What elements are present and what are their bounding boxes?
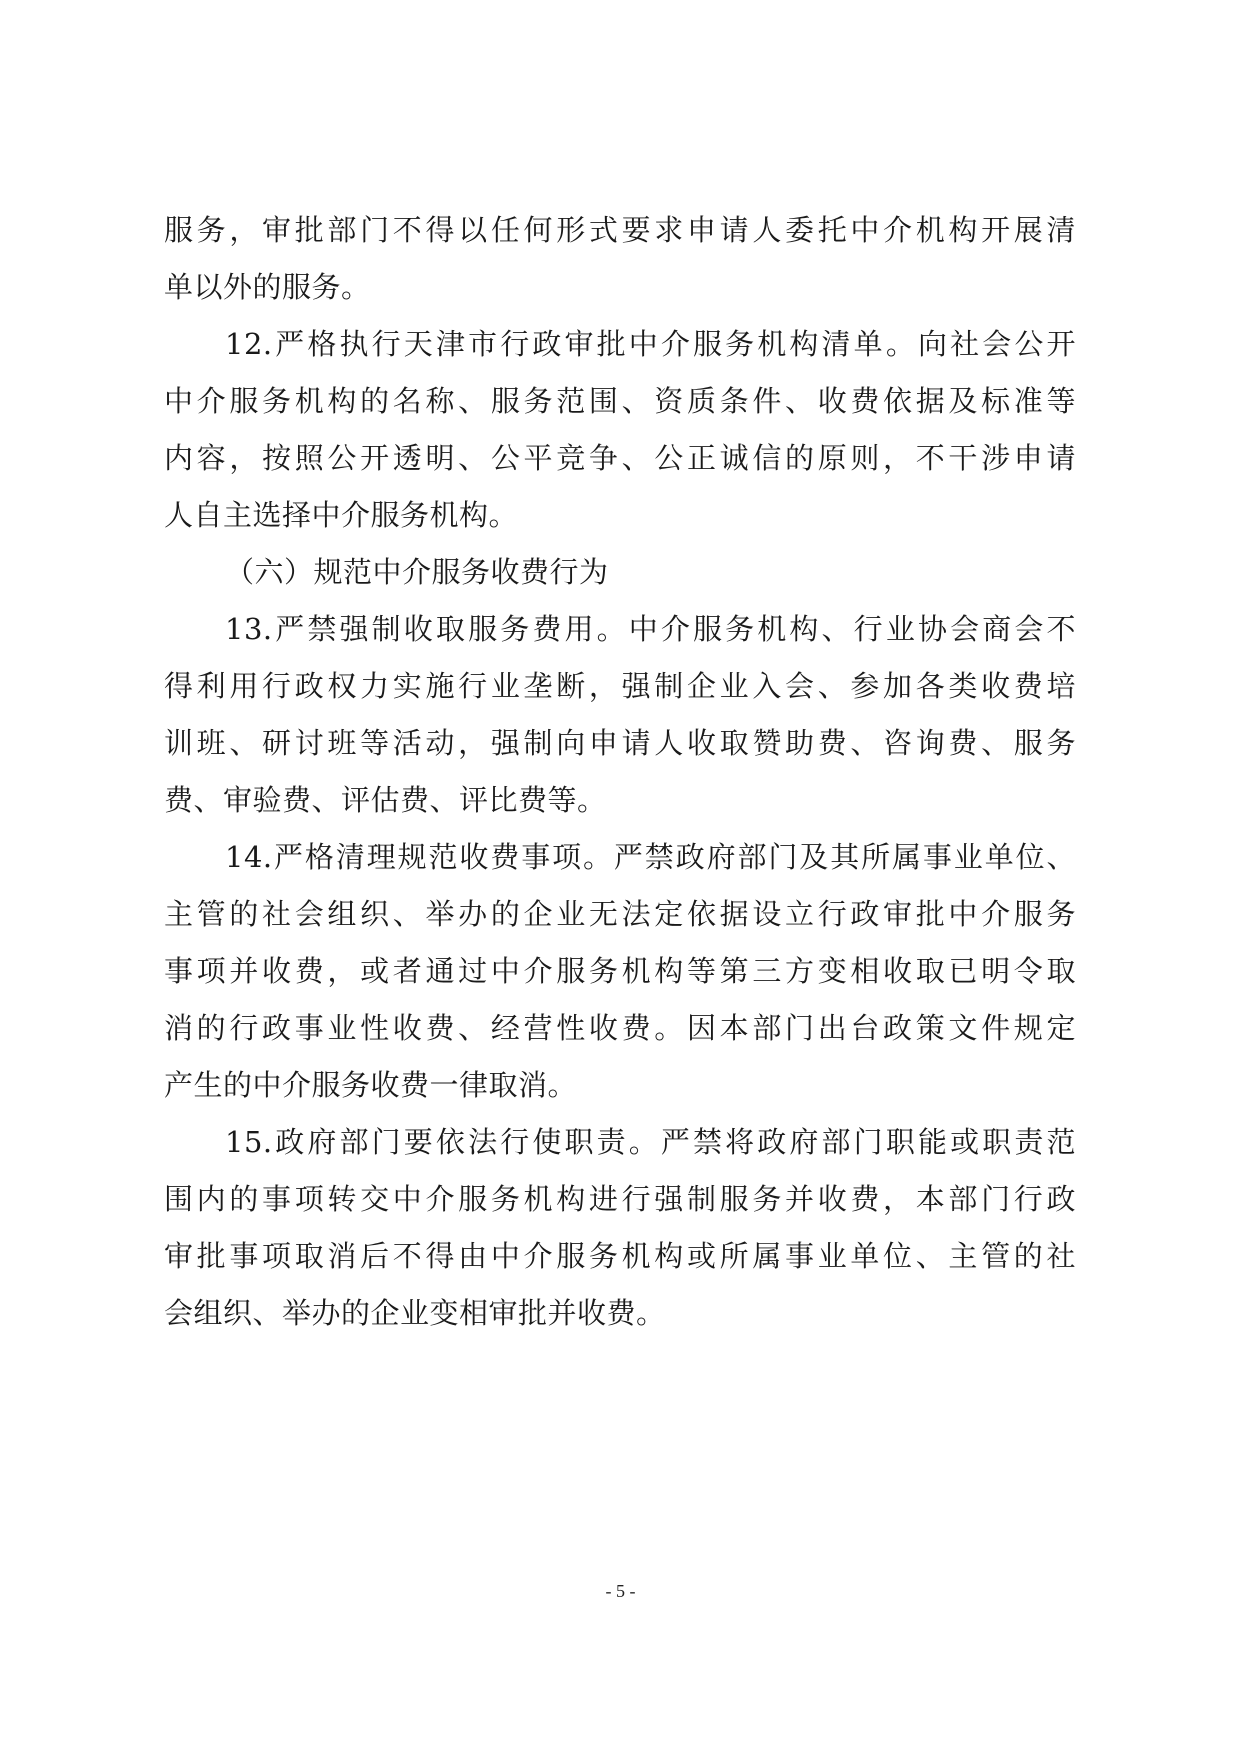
body-line: 消的行政事业性收费、经营性收费。因本部门出台政策文件规定 (164, 1011, 1076, 1045)
section-heading: （六）规范中介服务收费行为 (225, 555, 609, 589)
body-line: 中介服务机构的名称、服务范围、资质条件、收费依据及标准等 (164, 384, 1076, 418)
body-line: 会组织、举办的企业变相审批并收费。 (164, 1296, 666, 1330)
body-line: 15.政府部门要依法行使职责。严禁将政府部门职能或职责范 (225, 1125, 1076, 1159)
body-line: 事项并收费，或者通过中介服务机构等第三方变相收取已明令取 (164, 954, 1076, 988)
body-line: 13.严禁强制收取服务费用。中介服务机构、行业协会商会不 (225, 612, 1076, 646)
body-line: 14.严格清理规范收费事项。严禁政府部门及其所属事业单位、 (225, 840, 1076, 874)
body-line: 训班、研讨班等活动，强制向申请人收取赞助费、咨询费、服务 (164, 726, 1076, 760)
body-line: 人自主选择中介服务机构。 (164, 498, 519, 532)
page-number: - 5 - (605, 1581, 636, 1601)
body-line: 得利用行政权力实施行业垄断，强制企业入会、参加各类收费培 (164, 669, 1076, 703)
body-line: 主管的社会组织、举办的企业无法定依据设立行政审批中介服务 (164, 897, 1076, 931)
body-line: 内容，按照公开透明、公平竞争、公正诚信的原则，不干涉申请 (164, 441, 1076, 475)
body-line: 单以外的服务。 (164, 270, 371, 304)
body-line: 审批事项取消后不得由中介服务机构或所属事业单位、主管的社 (164, 1239, 1076, 1273)
body-line: 产生的中介服务收费一律取消。 (164, 1068, 578, 1102)
body-line: 服务，审批部门不得以任何形式要求申请人委托中介机构开展清 (164, 213, 1076, 247)
body-line: 费、审验费、评估费、评比费等。 (164, 783, 607, 817)
body-line: 12.严格执行天津市行政审批中介服务机构清单。向社会公开 (225, 327, 1076, 361)
body-line: 围内的事项转交中介服务机构进行强制服务并收费，本部门行政 (164, 1182, 1076, 1216)
